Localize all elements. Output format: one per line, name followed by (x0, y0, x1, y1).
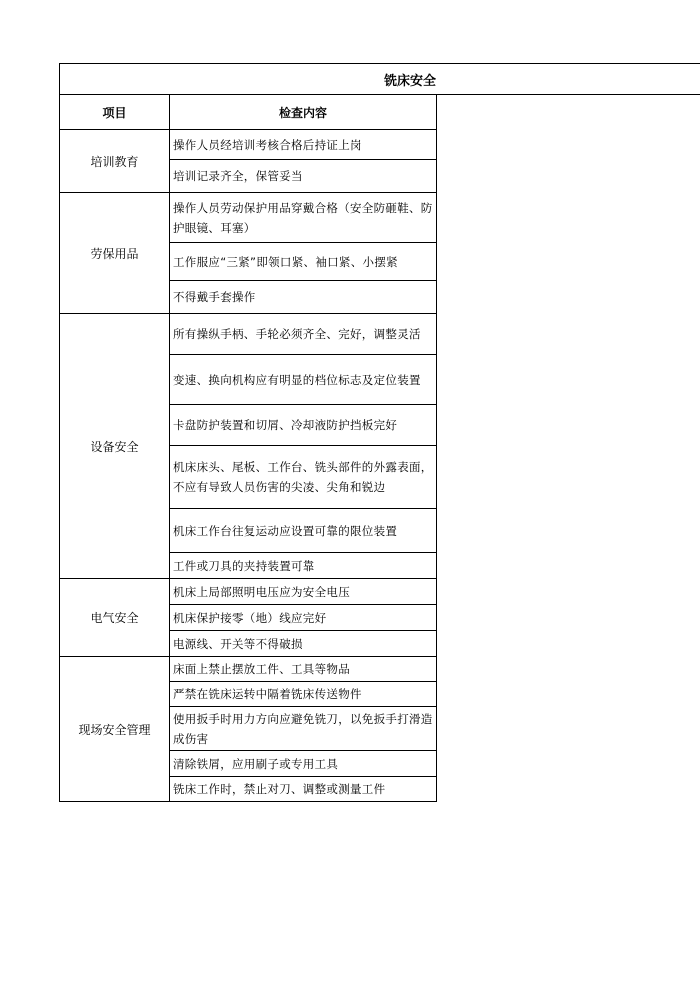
category-site-management: 现场安全管理 (59, 657, 170, 802)
table-cell: 操作人员经培训考核合格后持证上岗 (170, 130, 437, 160)
category-training: 培训教育 (59, 130, 170, 193)
header-item: 项目 (59, 95, 170, 130)
table-cell: 操作人员劳动保护用品穿戴合格（安全防砸鞋、防护眼镜、耳塞） (170, 193, 437, 243)
table-cell: 机床床头、尾板、工作台、铣头部件的外露表面，不应有导致人员伤害的尖凌、尖角和锐边 (170, 446, 437, 509)
table-cell: 机床上局部照明电压应为安全电压 (170, 579, 437, 605)
table-cell: 工作服应“三紧”即领口紧、袖口紧、小摆紧 (170, 243, 437, 281)
title-row (59, 63, 700, 95)
table-cell: 不得戴手套操作 (170, 281, 437, 314)
table-title: 铣床安全 (384, 74, 437, 89)
table-cell: 卡盘防护装置和切屑、冷却液防护挡板完好 (170, 405, 437, 446)
table-cell: 机床保护接零（地）线应完好 (170, 605, 437, 631)
table-cell: 所有操纵手柄、手轮必须齐全、完好，调整灵活 (170, 314, 437, 355)
category-ppe: 劳保用品 (59, 193, 170, 314)
table-cell: 使用扳手时用力方向应避免铣刀，以免扳手打滑造成伤害 (170, 707, 437, 751)
inspection-table (59, 63, 700, 802)
header-content: 检查内容 (170, 95, 437, 130)
table-cell: 铣床工作时，禁止对刀、调整或测量工件 (170, 777, 437, 802)
table-cell: 工件或刀具的夹持装置可靠 (170, 553, 437, 579)
table-cell: 变速、换向机构应有明显的档位标志及定位装置 (170, 355, 437, 405)
category-equipment: 设备安全 (59, 314, 170, 579)
table-cell: 培训记录齐全，保管妥当 (170, 160, 437, 193)
table-cell: 机床工作台往复运动应设置可靠的限位装置 (170, 509, 437, 553)
category-electrical: 电气安全 (59, 579, 170, 657)
table-cell: 严禁在铣床运转中隔着铣床传送物件 (170, 682, 437, 707)
table-cell: 清除铁屑，应用刷子或专用工具 (170, 751, 437, 777)
table-cell: 床面上禁止摆放工件、工具等物品 (170, 657, 437, 682)
table-cell: 电源线、开关等不得破损 (170, 631, 437, 657)
